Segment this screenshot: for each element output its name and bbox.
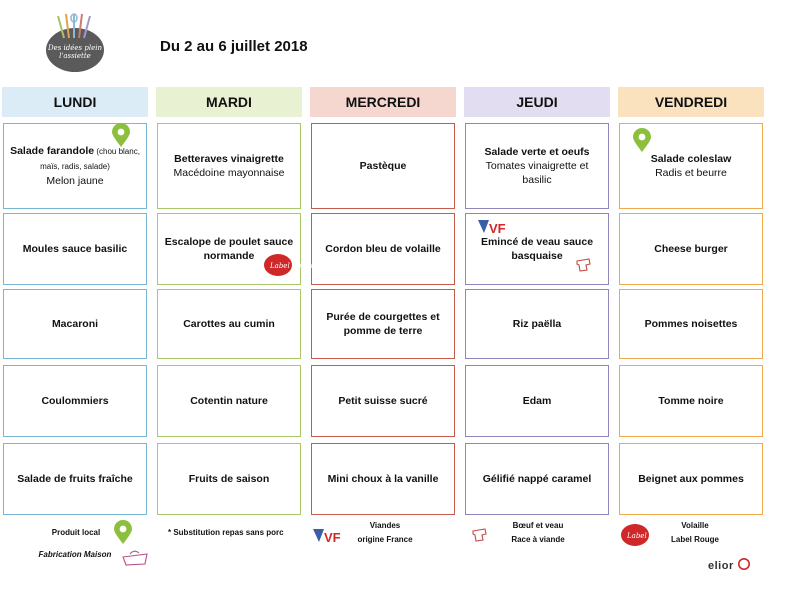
dish-sub: Tomates vinaigrette et basilic	[485, 160, 589, 186]
legend-boeuf: Bœuf et veau Race à viande	[511, 521, 565, 544]
header-jeudi: JEUDI	[464, 87, 610, 117]
dish-sub: Radis et beurre	[655, 167, 727, 179]
header-mardi: MARDI	[156, 87, 302, 117]
menu-cell	[619, 365, 763, 437]
dish-name: Salade coleslaw	[650, 153, 732, 165]
legend-viandes: Viandes origine France	[357, 521, 413, 544]
menu-cell	[157, 289, 301, 359]
svg-text:VF: VF	[324, 530, 341, 545]
menu-cell	[465, 443, 609, 515]
local-product-pin-icon	[113, 521, 133, 545]
dish-name: Cordon bleu de volaille	[325, 243, 441, 255]
svg-text:VF: VF	[489, 221, 506, 236]
dish-name: Coulommiers	[41, 395, 109, 407]
race-a-viande-icon	[575, 258, 593, 272]
legend-local-label: Produit local	[51, 528, 101, 537]
dish-name: Tomme noire	[658, 395, 724, 407]
svg-text:Label Rouge: Label Rouge	[627, 532, 672, 540]
local-product-pin-icon	[632, 129, 652, 153]
menu-cell	[465, 365, 609, 437]
dish-sub: Melon jaune	[46, 175, 104, 187]
utensils-icon	[52, 14, 98, 40]
logo-text: Des idées plein l'assiette	[47, 44, 102, 60]
dish-name: Riz paëlla	[512, 318, 562, 330]
menu-cell	[465, 123, 609, 209]
viandes-france-icon	[477, 219, 506, 236]
local-product-pin-icon	[111, 124, 131, 148]
race-a-viande-icon	[471, 528, 489, 542]
menu-cell	[311, 443, 455, 515]
menu-cell	[311, 365, 455, 437]
header-lundi: LUNDI	[2, 87, 148, 117]
dish-name: Gélifié nappé caramel	[482, 473, 592, 485]
dish-name: Emincé de veau sauce basquaise	[480, 236, 594, 262]
menu-cell	[157, 123, 301, 209]
dish-name: Moules sauce basilic	[22, 243, 128, 255]
svg-text:Label Rouge: Label Rouge	[270, 262, 315, 270]
menu-cell	[465, 289, 609, 359]
dish-name: Salade verte et oeufs	[484, 146, 590, 158]
menu-cell	[311, 289, 455, 359]
legend-maison-label: Fabrication Maison	[38, 550, 112, 559]
label-rouge-icon	[263, 253, 315, 277]
dish-name: Cotentin nature	[190, 395, 268, 407]
logo	[42, 14, 108, 72]
page-title: Du 2 au 6 juillet 2018	[160, 38, 308, 55]
brand-logo: elior	[708, 558, 751, 572]
dish-name: Fruits de saison	[188, 473, 270, 485]
dish-name: Macaroni	[51, 318, 99, 330]
menu-cell	[157, 443, 301, 515]
dish-note: (chou blanc, maïs, radis, salade)	[40, 147, 140, 171]
dish-name: Carottes au cumin	[183, 318, 275, 330]
dish-name: Beignet aux pommes	[638, 473, 744, 485]
label-rouge-icon	[620, 523, 672, 547]
menu-cell	[619, 289, 763, 359]
brand-mark-icon	[737, 558, 751, 570]
menu-cell	[311, 123, 455, 209]
dish-name: Betteraves vinaigrette	[174, 153, 284, 165]
menu-cell	[3, 365, 147, 437]
dish-name: Salade farandole	[10, 145, 95, 157]
menu-cell	[619, 213, 763, 285]
dish-name: Petit suisse sucré	[338, 395, 428, 407]
legend-volaille: Volaille Label Rouge	[670, 521, 719, 544]
dish-name: Cheese burger	[654, 243, 728, 255]
cooking-pot-icon	[120, 549, 150, 567]
legend-substitution: * Substitution repas sans porc	[168, 528, 284, 537]
dish-name: Edam	[522, 395, 552, 407]
dish-sub: Macédoine mayonnaise	[173, 167, 285, 179]
menu-cell	[3, 213, 147, 285]
header-mercredi: MERCREDI	[310, 87, 456, 117]
menu-cell	[3, 443, 147, 515]
dish-name: Salade de fruits fraîche	[17, 473, 133, 485]
header-vendredi: VENDREDI	[618, 87, 764, 117]
dish-name: Escalope de poulet sauce normande	[164, 236, 294, 262]
menu-cell	[619, 443, 763, 515]
menu-cell	[3, 289, 147, 359]
menu-cell	[157, 365, 301, 437]
dish-name: Pastèque	[359, 160, 407, 172]
viandes-france-icon	[312, 528, 341, 545]
dish-name: Mini choux à la vanille	[327, 473, 439, 485]
dish-name: Pommes noisettes	[644, 318, 738, 330]
dish-name: Purée de courgettes et pomme de terre	[326, 311, 440, 337]
menu-cell	[311, 213, 455, 285]
